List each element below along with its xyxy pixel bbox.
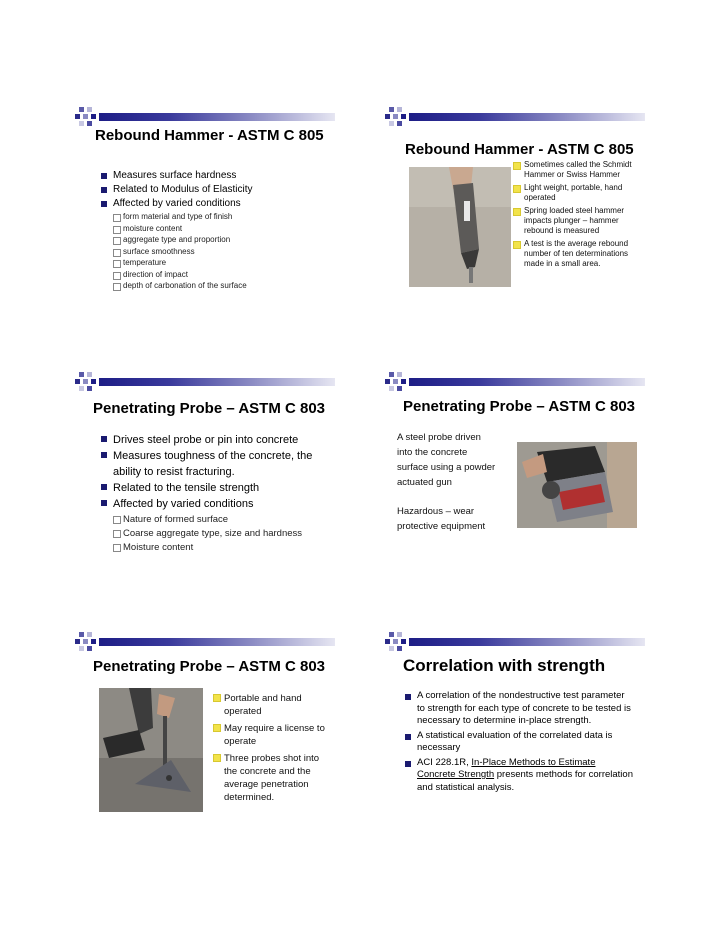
sub-bullet-item: form material and type of finish: [111, 211, 247, 223]
sub-bullet-list: [111, 513, 302, 555]
slide-title: Penetrating Probe – ASTM C 803: [93, 400, 326, 417]
bullet-item: Affected by varied conditions: [99, 496, 319, 512]
bullet-item: Portable and hand operated: [211, 692, 329, 718]
slide-title: Rebound Hammer - ASTM C 805: [95, 127, 324, 144]
slide-5: [75, 630, 335, 830]
bullet-item: Spring loaded steel hammer impacts plunger – hammer rebound is measured: [511, 206, 641, 236]
header-bar: [99, 638, 335, 646]
bullet-item: A statistical evaluation of the correlated data is necessary: [403, 730, 635, 755]
sub-bullet-item: aggregate type and proportion: [111, 234, 247, 246]
slide-title: Penetrating Probe – ASTM C 803: [403, 398, 636, 415]
bullet-list: [99, 432, 319, 512]
sub-bullet-item: direction of impact: [111, 269, 247, 281]
slide-title: Correlation with strength: [403, 656, 606, 675]
bullet-list: [211, 692, 329, 808]
bullet-item: May require a license to operate: [211, 722, 329, 748]
bullet-item: Affected by varied conditions: [99, 197, 253, 211]
reference-link[interactable]: In-Place Methods to Estimate Concrete Strength: [417, 756, 596, 780]
header-bar: [99, 113, 335, 121]
bullet-item: Drives steel probe or pin into concrete: [99, 432, 319, 448]
rebound-hammer-photo: [409, 167, 511, 287]
slide-2: [385, 105, 645, 305]
header-bar: [409, 113, 645, 121]
slide-6: [385, 630, 645, 830]
sub-bullet-item: depth of carbonation of the surface: [111, 280, 247, 292]
bullet-item: Light weight, portable, hand operated: [511, 183, 641, 203]
bullet-item: Measures toughness of the concrete, the ability to resist fracturing.: [99, 448, 319, 480]
slide-1: [75, 105, 335, 305]
bullet-list: [403, 690, 635, 794]
sub-bullet-list: [111, 211, 247, 292]
sub-bullet-item: Moisture content: [111, 541, 302, 555]
sub-bullet-item: Coarse aggregate type, size and hardness: [111, 527, 302, 541]
hazard-text: Hazardous – wear protective equipment: [397, 506, 486, 532]
probe-gun-photo: [517, 442, 637, 528]
bullet-item: Sometimes called the Schmidt Hammer or Swiss Hammer: [511, 160, 641, 180]
bullet-item: A correlation of the nondestructive test parameter to strength for each type of concrete to be tested is necessary to determine in-place strength.: [403, 690, 635, 728]
bullet-item: ACI 228.1R, In-Place Methods to Estimate Concrete Strength presents methods for correlation and statistical analysis.: [403, 757, 635, 795]
slide-3: [75, 370, 335, 570]
bullet-list: [511, 160, 641, 272]
sub-bullet-item: temperature: [111, 257, 247, 269]
slide-title: Penetrating Probe – ASTM C 803: [93, 658, 326, 675]
sub-bullet-item: moisture content: [111, 223, 247, 235]
slide-4: [385, 370, 645, 570]
bullet-item: Measures surface hardness: [99, 169, 253, 183]
header-bar: [99, 378, 335, 386]
bullet-item: Related to the tensile strength: [99, 480, 319, 496]
header-bar: [409, 378, 645, 386]
description-text: A steel probe driven into the concrete surface using a powder actuated gun: [397, 432, 496, 488]
sub-bullet-item: surface smoothness: [111, 246, 247, 258]
sub-bullet-item: Nature of formed surface: [111, 513, 302, 527]
header-bar: [409, 638, 645, 646]
bullet-item: A test is the average rebound number of ten determinations made in a small area.: [511, 239, 641, 269]
bullet-list: [99, 169, 253, 211]
bullet-item: Related to Modulus of Elasticity: [99, 183, 253, 197]
probe-driving-photo: [99, 688, 203, 812]
bullet-item: Three probes shot into the concrete and the average penetration determined.: [211, 752, 329, 804]
slide-title: Rebound Hammer - ASTM C 805: [405, 141, 634, 158]
